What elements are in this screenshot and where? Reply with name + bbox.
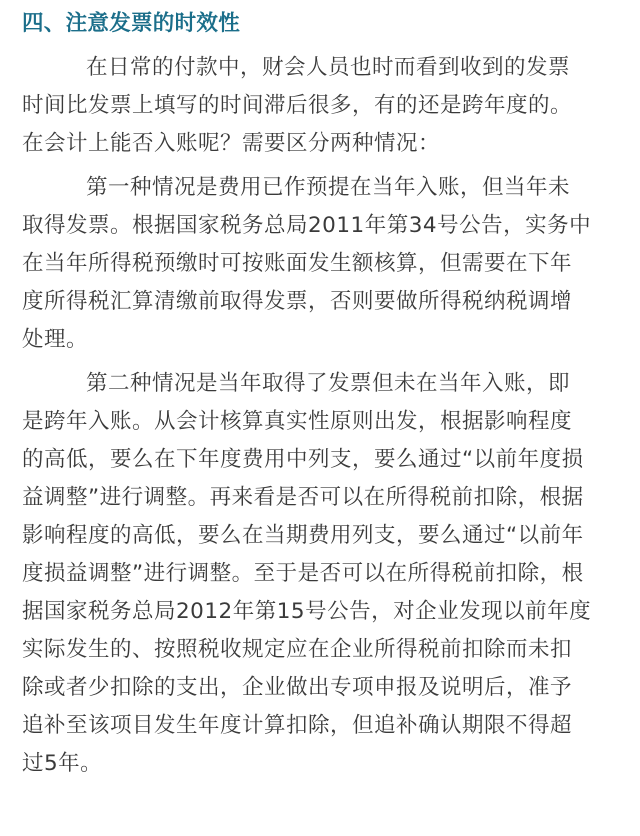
paragraph-line: 第一种情况是费用已作预提在当年入账，但当年未: [86, 175, 571, 200]
paragraph-line: 在当年所得税预缴时可按账面发生额核算，但需要在下年: [22, 251, 573, 276]
paragraph-line: 影响程度的高低，要么在当期费用列支，要么通过“以前年: [22, 523, 584, 548]
paragraph-line: 的高低，要么在下年度费用中列支，要么通过“以前年度损: [22, 447, 584, 472]
paragraph-line: 追补至该项目发生年度计算扣除，但追补确认期限不得超: [22, 713, 573, 738]
paragraph-line: 时间比发票上填写的时间滞后很多，有的还是跨年度的。: [22, 93, 573, 118]
paragraph-line: 据国家税务总局2012年第15号公告，对企业发现以前年度: [22, 599, 592, 624]
section-heading: 四、注意发票的时效性: [22, 11, 241, 36]
paragraph-line: 在日常的付款中，财会人员也时而看到收到的发票: [86, 55, 571, 80]
paragraph-line: 益调整”进行调整。再来看是否可以在所得税前扣除，根据: [22, 485, 584, 510]
paragraph-line: 处理。: [22, 327, 89, 352]
paragraph-line: 度所得税汇算清缴前取得发票，否则要做所得税纳税调增: [22, 289, 573, 314]
paragraph-line: 度损益调整”进行调整。至于是否可以在所得税前扣除，根: [22, 561, 584, 586]
paragraph-line: 是跨年入账。从会计核算真实性原则出发，根据影响程度: [22, 409, 573, 434]
paragraph-line: 除或者少扣除的支出，企业做出专项申报及说明后，准予: [22, 675, 573, 700]
paragraph-line: 取得发票。根据国家税务总局2011年第34号公告，实务中: [22, 213, 592, 238]
paragraph-line: 过5年。: [22, 751, 103, 776]
paragraph-line: 在会计上能否入账呢？需要区分两种情况：: [22, 131, 441, 156]
paragraph-line: 实际发生的、按照税收规定应在企业所得税前扣除而未扣: [22, 637, 573, 662]
paragraph-line: 第二种情况是当年取得了发票但未在当年入账，即: [86, 371, 571, 396]
